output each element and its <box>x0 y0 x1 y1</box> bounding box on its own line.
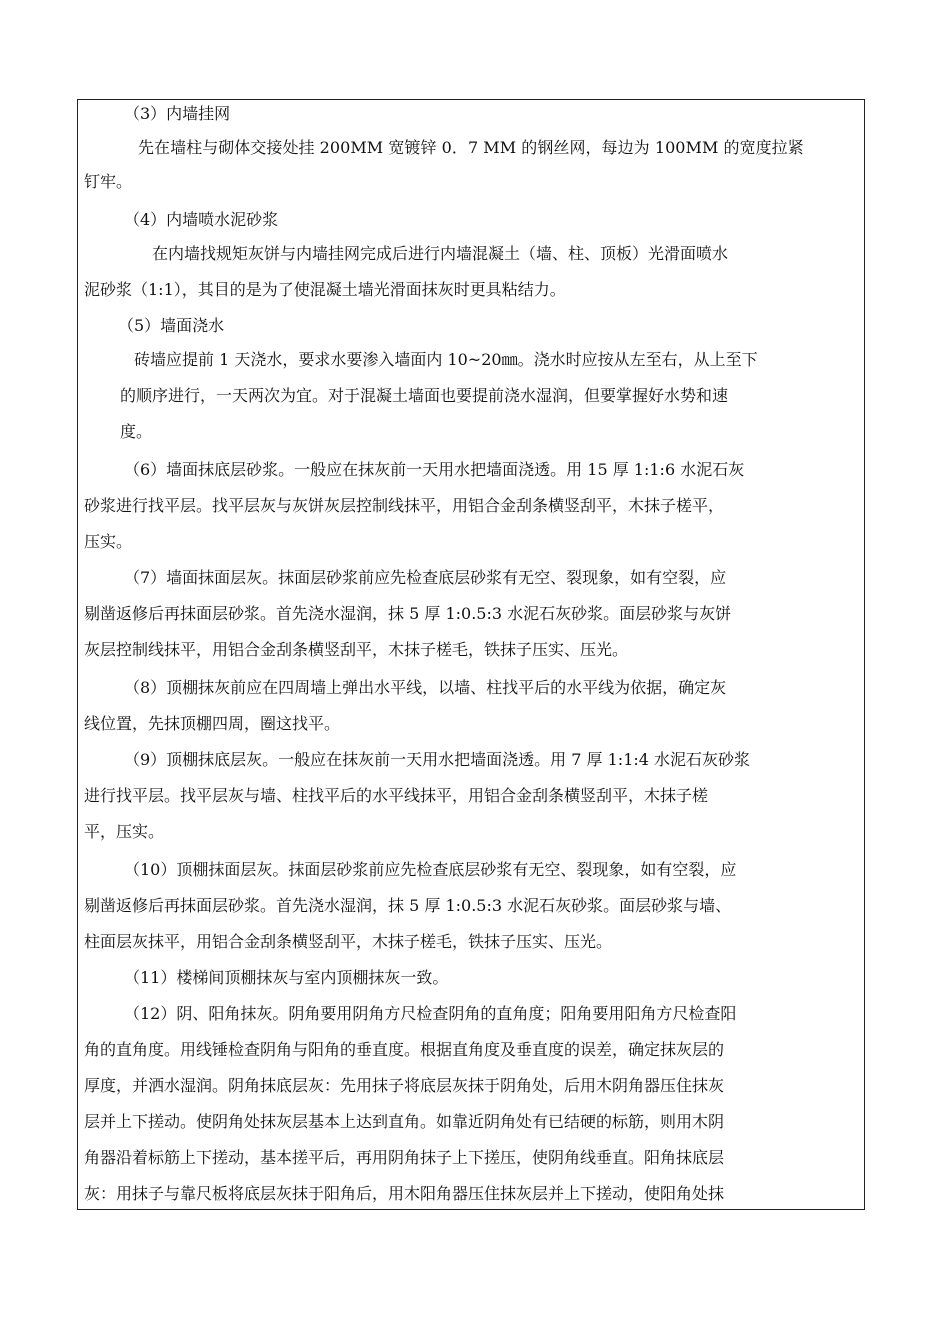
paragraph-line: 剔凿返修后再抹面层砂浆。首先浇水湿润，抹 5 厚 1:0.5:3 水泥石灰砂浆。面层砂浆与墙、 <box>84 896 732 915</box>
section-heading: （4）内墙喷水泥砂浆 <box>124 210 279 229</box>
paragraph-line: 角器沿着标筋上下搓动，基本搓平后，再用阴角抹子上下搓压，使阴角线垂直。阳角抹底层 <box>84 1148 725 1167</box>
paragraph-line: 线位置，先抹顶棚四周，圈这找平。 <box>84 714 341 733</box>
paragraph-line: 先在墙柱与砌体交接处挂 200MM 宽镀锌 0．7 MM 的钢丝网，每边为 100MM 的宽度拉紧 <box>138 138 804 157</box>
paragraph-line: （9）顶棚抹底层灰。一般应在抹灰前一天用水把墙面浇透。用 7 厚 1:1:4 水泥石灰砂浆 <box>124 750 751 769</box>
paragraph-line: 厚度，并洒水湿润。阴角抹底层灰：先用抹子将底层灰抹于阴角处，后用木阴角器压住抹灰 <box>84 1076 725 1095</box>
paragraph-line: 在内墙找规矩灰饼与内墙挂网完成后进行内墙混凝土（墙、柱、顶板）光滑面喷水 <box>152 244 729 263</box>
paragraph-line: 压实。 <box>84 532 133 551</box>
document-frame <box>77 99 865 1210</box>
paragraph-line: 砖墙应提前 1 天浇水，要求水要渗入墙面内 10~20㎜。浇水时应按从左至右，从上至下 <box>134 350 758 369</box>
paragraph-line: 层并上下搓动。使阴角处抹灰层基本上达到直角。如靠近阴角处有已结硬的标筋，则用木阴 <box>84 1112 725 1131</box>
paragraph-line: （12）阴、阳角抹灰。阴角要用阴角方尺检查阴角的直角度；阳角要用阳角方尺检查阳 <box>124 1004 737 1023</box>
paragraph-line: 灰层控制线抹平，用铝合金刮条横竖刮平，木抹子槎毛，铁抹子压实、压光。 <box>84 640 629 659</box>
paragraph-line: （10）顶棚抹面层灰。抹面层砂浆前应先检查底层砂浆有无空、裂现象，如有空裂，应 <box>124 860 737 879</box>
paragraph-line: 钉牢。 <box>84 172 133 191</box>
section-heading: （3）内墙挂网 <box>124 104 231 123</box>
paragraph-line: 剔凿返修后再抹面层砂浆。首先浇水湿润，抹 5 厚 1:0.5:3 水泥石灰砂浆。面层砂浆与灰饼 <box>84 604 732 623</box>
paragraph-line: 灰：用抹子与靠尺板将底层灰抹于阳角后，用木阳角器压住抹灰层并上下搓动，使阳角处抹 <box>84 1184 725 1203</box>
paragraph-line: （8）顶棚抹灰前应在四周墙上弹出水平线，以墙、柱找平后的水平线为依据，确定灰 <box>124 678 727 697</box>
paragraph-line: （11）楼梯间顶棚抹灰与室内顶棚抹灰一致。 <box>124 968 449 987</box>
paragraph-line: 进行找平层。找平层灰与墙、柱找平后的水平线抹平，用铝合金刮条横竖刮平，木抹子槎 <box>84 786 709 805</box>
section-heading: （5）墙面浇水 <box>118 316 225 335</box>
paragraph-line: 泥砂浆（1:1），其目的是为了使混凝土墙光滑面抹灰时更具粘结力。 <box>84 280 566 299</box>
paragraph-line: 角的直角度。用线锤检查阴角与阳角的垂直度。根据直角度及垂直度的误差，确定抹灰层的 <box>84 1040 725 1059</box>
paragraph-line: 度。 <box>120 422 153 441</box>
paragraph-line: 砂浆进行找平层。找平层灰与灰饼灰层控制线抹平，用铝合金刮条横竖刮平，木抹子槎平， <box>84 496 725 515</box>
paragraph-line: （6）墙面抹底层砂浆。一般应在抹灰前一天用水把墙面浇透。用 15 厚 1:1:6 水泥石灰 <box>124 460 745 479</box>
paragraph-line: 平，压实。 <box>84 822 165 841</box>
paragraph-line: 的顺序进行，一天两次为宜。对于混凝土墙面也要提前浇水湿润，但要掌握好水势和速 <box>120 386 729 405</box>
paragraph-line: 柱面层灰抹平，用铝合金刮条横竖刮平，木抹子槎毛，铁抹子压实、压光。 <box>84 932 613 951</box>
paragraph-line: （7）墙面抹面层灰。抹面层砂浆前应先检查底层砂浆有无空、裂现象，如有空裂，应 <box>124 568 727 587</box>
